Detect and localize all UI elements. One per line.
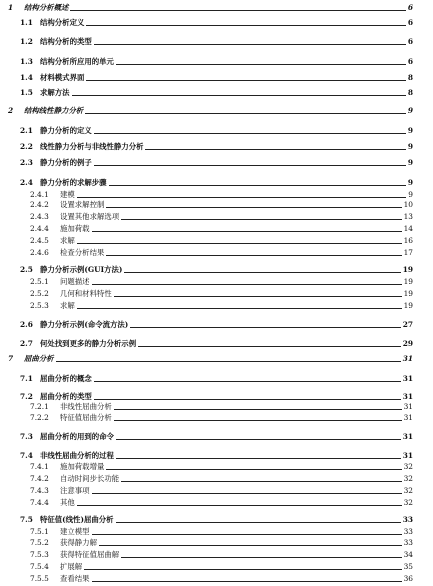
toc-entry[interactable] — [0, 234, 433, 246]
toc-title: 结构分析定义 — [40, 18, 85, 27]
toc-entry[interactable] — [0, 104, 433, 116]
toc-page-number: 19 — [403, 289, 413, 298]
toc-number: 7.3 — [20, 432, 33, 441]
toc-title: 查看结果 — [60, 574, 90, 583]
toc-title: 结构分析概述 — [24, 3, 69, 12]
toc-title: 求解 — [60, 236, 75, 245]
toc-title: 材料模式界面 — [40, 73, 85, 82]
toc-title: 结构分析的类型 — [40, 37, 92, 46]
toc-number: 7.5.2 — [30, 538, 49, 547]
toc-leader — [92, 231, 402, 232]
toc-entry[interactable] — [0, 287, 433, 299]
toc-entry[interactable] — [0, 536, 433, 548]
toc-leader — [86, 80, 405, 81]
toc-page-number: 33 — [402, 515, 413, 524]
toc-entry[interactable] — [0, 263, 433, 275]
toc-title: 扩展解 — [60, 562, 83, 571]
toc-entry[interactable] — [0, 222, 433, 234]
toc-page-number: 8 — [407, 73, 413, 82]
toc-number: 7.2.2 — [30, 413, 49, 422]
toc-number: 2.5.1 — [30, 277, 49, 286]
toc-title: 设置其他求解选项 — [60, 212, 120, 221]
toc-leader — [114, 420, 402, 421]
toc-leader — [109, 185, 406, 186]
toc-page-number: 34 — [403, 550, 413, 559]
toc-entry[interactable] — [0, 198, 433, 210]
toc-page-number: 36 — [403, 574, 413, 583]
toc-number: 7.5.1 — [30, 527, 49, 536]
toc-number: 7.2.1 — [30, 402, 49, 411]
toc-title: 其他 — [60, 498, 75, 507]
toc-title: 建模 — [60, 190, 75, 199]
toc-entry[interactable] — [0, 318, 433, 330]
toc-number: 2.5 — [20, 265, 33, 274]
toc-number: 2.2 — [20, 142, 33, 151]
toc-number: 2.4.2 — [30, 200, 49, 209]
toc-leader — [130, 327, 400, 328]
toc-page-number: 31 — [402, 374, 413, 383]
toc-entry[interactable] — [0, 246, 433, 258]
toc-number: 1.4 — [20, 73, 33, 82]
toc-entry[interactable] — [0, 35, 433, 47]
toc-title: 结构分析所应用的单元 — [40, 57, 114, 66]
toc-title: 获得静力解 — [60, 538, 97, 547]
toc-page-number: 13 — [403, 212, 413, 221]
toc-page-number: 32 — [403, 486, 413, 495]
toc-title: 建立模型 — [60, 527, 90, 536]
toc-page-number: 31 — [403, 413, 413, 422]
toc-leader — [121, 557, 401, 558]
toc-leader — [116, 522, 401, 523]
toc-page-number: 8 — [407, 88, 413, 97]
toc-number: 1.1 — [20, 18, 33, 27]
toc-number: 2.4 — [20, 178, 33, 187]
toc-number: 2.5.3 — [30, 301, 49, 310]
toc-page-number: 6 — [407, 37, 413, 46]
toc-title: 求解方法 — [40, 88, 70, 97]
toc-page-number: 9 — [407, 158, 413, 167]
toc-number: 7.5.3 — [30, 550, 49, 559]
toc-page-number: 14 — [403, 224, 413, 233]
toc-number: 1.2 — [20, 37, 33, 46]
toc-entry[interactable] — [0, 337, 433, 349]
toc-page-number: 29 — [402, 339, 413, 348]
toc-title: 自动时间步长功能 — [60, 474, 120, 483]
toc-leader — [99, 545, 402, 546]
toc-leader — [94, 381, 401, 382]
toc-number: 7.2 — [20, 392, 33, 401]
toc-page-number: 31 — [402, 354, 413, 363]
toc-page-number: 9 — [407, 106, 413, 115]
toc-entry[interactable] — [0, 124, 433, 136]
toc-entry[interactable] — [0, 86, 433, 98]
toc-page-number: 19 — [403, 277, 413, 286]
toc-title: 注意事项 — [60, 486, 90, 495]
toc-leader — [116, 439, 401, 440]
toc-entry[interactable] — [0, 372, 433, 384]
toc-number: 7.4.4 — [30, 498, 49, 507]
toc-title: 静力分析示例(命令流方法) — [40, 320, 129, 329]
toc-title: 求解 — [60, 301, 75, 310]
toc-title: 几何和材料特性 — [60, 289, 112, 298]
toc-number: 7.1 — [20, 374, 33, 383]
toc-page-number: 6 — [407, 57, 413, 66]
toc-leader — [94, 165, 406, 166]
toc-page-number: 32 — [403, 474, 413, 483]
toc-page-number: 32 — [403, 498, 413, 507]
toc-entry[interactable] — [0, 1, 433, 13]
toc-title: 屈曲分析的概念 — [40, 374, 92, 383]
toc-page-number: 31 — [403, 402, 413, 411]
toc-leader — [124, 272, 400, 273]
toc-entry[interactable] — [0, 71, 433, 83]
toc-title: 静力分析的求解步骤 — [40, 178, 107, 187]
toc-leader — [114, 409, 402, 410]
toc-leader — [84, 569, 401, 570]
toc-number: 2.3 — [20, 158, 33, 167]
toc-number: 1.5 — [20, 88, 33, 97]
toc-page-number: 32 — [403, 462, 413, 471]
toc-entry[interactable] — [0, 16, 433, 28]
toc-leader — [116, 458, 401, 459]
toc-number: 7.5.4 — [30, 562, 49, 571]
toc-title: 设置求解控制 — [60, 200, 105, 209]
toc-entry[interactable] — [0, 460, 433, 472]
toc-leader — [77, 243, 402, 244]
toc-number: 7.4.1 — [30, 462, 49, 471]
toc-number: 2.4.6 — [30, 248, 49, 257]
toc-number: 7.4.2 — [30, 474, 49, 483]
toc-number: 7.5 — [20, 515, 33, 524]
toc-page-number: 33 — [403, 527, 413, 536]
toc-entry[interactable] — [0, 275, 433, 287]
toc-page-number: 19 — [402, 265, 413, 274]
toc-entry[interactable] — [0, 548, 433, 560]
toc-number: 7.5.5 — [30, 574, 49, 583]
toc-title: 结构线性静力分析 — [24, 106, 84, 115]
toc-title: 屈曲分析的用到的命令 — [40, 432, 114, 441]
toc-title: 屈曲分析的类型 — [40, 392, 92, 401]
toc-leader — [116, 64, 406, 65]
toc-page-number: 19 — [403, 301, 413, 310]
toc-leader — [145, 149, 405, 150]
toc-leader — [70, 10, 405, 11]
toc-entry[interactable] — [0, 484, 433, 496]
toc-entry[interactable] — [0, 560, 433, 572]
toc-leader — [121, 481, 401, 482]
toc-entry[interactable] — [0, 156, 433, 168]
toc-leader — [121, 219, 401, 220]
toc-leader — [77, 308, 402, 309]
toc-page-number: 9 — [407, 142, 413, 151]
toc-leader — [92, 581, 402, 582]
toc-page-number: 35 — [403, 562, 413, 571]
toc-leader — [94, 44, 406, 45]
toc-leader — [106, 255, 401, 256]
toc-leader — [72, 95, 406, 96]
toc-leader — [92, 493, 402, 494]
toc-number: 1 — [8, 3, 14, 12]
toc-leader — [85, 113, 406, 114]
toc-page-number: 31 — [402, 432, 413, 441]
toc-title: 问题描述 — [60, 277, 90, 286]
toc-entry[interactable] — [0, 352, 433, 364]
toc-number: 2 — [8, 106, 14, 115]
toc-page-number: 17 — [403, 248, 413, 257]
toc-page-number: 31 — [402, 392, 413, 401]
toc-leader — [106, 469, 401, 470]
toc-title: 静力分析的例子 — [40, 158, 92, 167]
toc-number: 2.4.3 — [30, 212, 49, 221]
toc-page-number: 9 — [407, 178, 413, 187]
toc-entry[interactable] — [0, 299, 433, 311]
toc-title: 施加荷载 — [60, 224, 90, 233]
toc-number: 2.4.4 — [30, 224, 49, 233]
toc-title: 何处找到更多的静力分析示例 — [40, 339, 137, 348]
toc-number: 2.4.5 — [30, 236, 49, 245]
toc-title: 静力分析的定义 — [40, 126, 92, 135]
toc-entry[interactable] — [0, 513, 433, 525]
toc-title: 检查分析结果 — [60, 248, 105, 257]
toc-leader — [106, 207, 401, 208]
toc-entry[interactable] — [0, 210, 433, 222]
toc-entry[interactable] — [0, 55, 433, 67]
toc-page-number: 9 — [408, 190, 413, 199]
toc-page-number: 31 — [402, 451, 413, 460]
toc-entry[interactable] — [0, 140, 433, 152]
toc-entry[interactable] — [0, 430, 433, 442]
toc-entry[interactable] — [0, 176, 433, 188]
toc-number: 1.3 — [20, 57, 33, 66]
toc-title: 非线性屈曲分析 — [60, 402, 112, 411]
toc-title: 屈曲分析 — [24, 354, 54, 363]
toc-number: 2.7 — [20, 339, 33, 348]
toc-title: 静力分析示例(GUI方法) — [40, 265, 123, 274]
toc-page-number: 16 — [403, 236, 413, 245]
toc-leader — [56, 361, 401, 362]
toc-leader — [94, 133, 406, 134]
toc-page-number: 33 — [403, 538, 413, 547]
toc-number: 7 — [8, 354, 14, 363]
toc-number: 2.6 — [20, 320, 33, 329]
toc-leader — [77, 505, 402, 506]
toc-entry[interactable] — [0, 496, 433, 508]
toc-entry[interactable] — [0, 472, 433, 484]
toc-entry[interactable] — [0, 411, 433, 423]
toc-number: 2.4.1 — [30, 190, 49, 199]
toc-leader — [92, 534, 402, 535]
toc-number: 7.4 — [20, 451, 33, 460]
toc-leader — [138, 346, 401, 347]
toc-leader — [92, 284, 402, 285]
toc-page-number: 10 — [403, 200, 413, 209]
toc-number: 2.5.2 — [30, 289, 49, 298]
toc-title: 特征值屈曲分析 — [60, 413, 112, 422]
toc-number: 2.1 — [20, 126, 33, 135]
toc-number: 7.4.3 — [30, 486, 49, 495]
toc-title: 非线性屈曲分析的过程 — [40, 451, 114, 460]
toc-title: 施加荷载增量 — [60, 462, 105, 471]
toc-page-number: 27 — [402, 320, 413, 329]
toc-page-number: 6 — [407, 18, 413, 27]
toc-leader — [86, 25, 405, 26]
toc-title: 获得特征值屈曲解 — [60, 550, 120, 559]
toc-leader — [114, 296, 402, 297]
toc-title: 线性静力分析与非线性静力分析 — [40, 142, 144, 151]
toc-page-number: 6 — [407, 3, 413, 12]
toc-entry[interactable] — [0, 572, 433, 584]
toc-title: 特征值(线性)屈曲分析 — [40, 515, 114, 524]
toc-page-number: 9 — [407, 126, 413, 135]
